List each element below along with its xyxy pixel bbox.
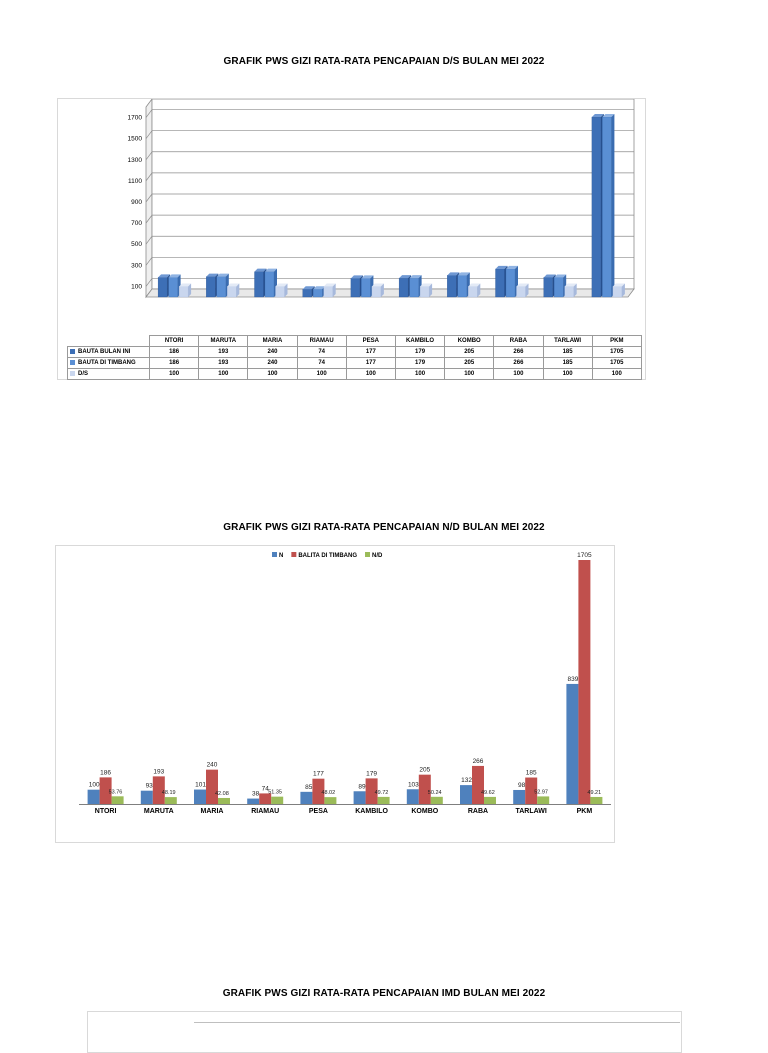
series-label <box>68 347 150 358</box>
bar-balita-di-timbang-raba <box>472 766 484 804</box>
table-cell: 179 <box>395 358 444 369</box>
table-cell: 100 <box>297 369 346 380</box>
bar-d-s-riamau <box>324 283 336 297</box>
category-label: KOMBO <box>445 336 494 347</box>
bar-n-d-maria <box>218 798 230 804</box>
bar-n-d-raba <box>484 797 496 804</box>
bar-bauta-di-timbang-ntori <box>169 274 181 297</box>
category-label: MARIA <box>200 808 224 815</box>
table-cell: 74 <box>297 347 346 358</box>
data-label: 85 <box>305 783 313 791</box>
table-cell: 100 <box>592 369 641 380</box>
table-cell: 205 <box>445 358 494 369</box>
chart1-data-table <box>67 335 642 380</box>
table-cell: 100 <box>248 369 297 380</box>
table-cell: 100 <box>150 369 199 380</box>
legend-label-n: N <box>279 553 284 559</box>
bar-bauta-bulan-ini-maria <box>255 269 267 297</box>
category-label: MARIA <box>248 336 297 347</box>
bar-bauta-di-timbang-kombo <box>458 272 470 297</box>
bar-d-s-ntori <box>179 283 191 297</box>
legend-key <box>70 360 75 365</box>
bar-n-maria <box>194 790 206 804</box>
table-cell: 240 <box>248 358 297 369</box>
bar-balita-di-timbang-pkm <box>578 560 590 804</box>
data-label: 839 <box>567 675 579 683</box>
table-cell: 193 <box>199 347 248 358</box>
table-cell: 266 <box>494 347 543 358</box>
data-label: 49.72 <box>374 789 389 796</box>
bar-d-s-maria <box>276 283 288 297</box>
table-header-row <box>68 336 642 347</box>
bar-bauta-di-timbang-raba <box>506 266 518 297</box>
bar-n-ntori <box>88 790 100 804</box>
data-label: 53.76 <box>108 789 123 796</box>
legend-label-balita-di-timbang: BALITA DI TIMBANG <box>298 553 358 559</box>
category-label: KAMBILO <box>395 336 444 347</box>
category-label: PKM <box>592 336 641 347</box>
chart2-frame <box>55 545 615 843</box>
legend-key-balita-di-timbang <box>291 552 296 557</box>
chart3-title: GRAFIK PWS GIZI RATA-RATA PENCAPAIAN IMD BULAN MEI 2022 <box>222 988 546 999</box>
bar-n-riamau <box>247 799 259 804</box>
chart2-title: GRAFIK PWS GIZI RATA-RATA PENCAPAIAN N/D BULAN MEI 2022 <box>223 522 545 533</box>
legend-key <box>70 371 75 376</box>
data-label: 103 <box>407 781 419 789</box>
table-cell: 74 <box>297 358 346 369</box>
legend-label: BAUTA BULAN INI <box>78 349 131 356</box>
data-label: 185 <box>525 769 537 777</box>
bar-n-d-kambilo <box>378 797 390 804</box>
category-label: PESA <box>308 808 328 815</box>
table-cell: 100 <box>199 369 248 380</box>
bar-d-s-kambilo <box>420 283 432 297</box>
y-tick-label: 300 <box>131 262 142 270</box>
chart1-plot <box>58 99 645 331</box>
data-label: 48.19 <box>161 790 176 797</box>
data-label: 132 <box>461 777 472 785</box>
legend-key-n-d <box>365 552 370 557</box>
category-label: PESA <box>346 336 395 347</box>
series-label <box>68 369 150 380</box>
legend-label-n-d: N/D <box>372 553 383 559</box>
bar-n-tarlawi <box>513 790 525 804</box>
legend-key-n <box>272 552 277 557</box>
table-cell: 100 <box>494 369 543 380</box>
bar-bauta-di-timbang-pesa <box>361 275 373 297</box>
y-tick-label: 1500 <box>127 135 142 143</box>
chart1-frame <box>57 98 646 380</box>
bar-bauta-di-timbang-kambilo <box>410 275 422 297</box>
bar-n-pesa <box>300 792 312 804</box>
data-label: 49.21 <box>587 789 602 796</box>
table-row <box>68 358 642 369</box>
table-cell: 1705 <box>592 358 641 369</box>
y-tick-label: 900 <box>131 199 142 206</box>
category-label: MARUTA <box>199 336 248 347</box>
category-label: PKM <box>576 808 593 815</box>
data-label: 89 <box>358 783 366 791</box>
bar-bauta-di-timbang-maria <box>265 269 277 297</box>
data-label: 51.35 <box>268 789 282 796</box>
chart1-title: GRAFIK PWS GIZI RATA-RATA PENCAPAIAN D/S BULAN MEI 2022 <box>223 56 545 67</box>
data-label: 240 <box>206 761 218 769</box>
table-cell: 240 <box>248 347 297 358</box>
bar-d-s-pkm <box>613 283 625 297</box>
bar-bauta-bulan-ini-tarlawi <box>544 274 556 297</box>
table-cell: 100 <box>395 369 444 380</box>
table-cell: 186 <box>150 358 199 369</box>
bar-n-d-riamau <box>271 797 283 804</box>
bar-n-kombo <box>407 789 419 804</box>
bar-bauta-di-timbang-tarlawi <box>554 274 566 297</box>
bar-n-d-tarlawi <box>537 796 549 804</box>
table-cell: 177 <box>346 347 395 358</box>
y-tick-label: 1100 <box>128 177 142 185</box>
table-row <box>68 347 642 358</box>
bar-d-s-maruta <box>227 283 239 297</box>
bar-bauta-bulan-ini-raba <box>496 266 508 297</box>
bar-bauta-bulan-ini-kombo <box>447 272 459 297</box>
table-cell: 186 <box>150 347 199 358</box>
data-label: 177 <box>312 770 324 778</box>
table-cell: 266 <box>494 358 543 369</box>
table-cell: 177 <box>346 358 395 369</box>
series-label <box>68 358 150 369</box>
bar-d-s-raba <box>517 283 529 297</box>
bar-n-d-pesa <box>324 797 336 804</box>
y-tick-label: 1700 <box>127 114 142 122</box>
y-tick-label: 1300 <box>127 156 142 164</box>
y-tick-label: 500 <box>131 241 142 249</box>
legend-label: BAUTA DI TIMBANG <box>78 360 136 367</box>
category-label: NTORI <box>150 336 199 347</box>
category-label: TARLAWI <box>543 336 592 347</box>
data-label: 186 <box>100 769 112 777</box>
data-label: 193 <box>153 768 165 776</box>
table-cell: 185 <box>543 358 592 369</box>
table-cell: 100 <box>346 369 395 380</box>
table-cell: 205 <box>445 347 494 358</box>
table-cell: 193 <box>199 358 248 369</box>
bar-n-maruta <box>141 791 153 804</box>
category-label: KAMBILO <box>355 808 388 815</box>
y-tick-label: 700 <box>131 220 142 228</box>
category-label: RABA <box>467 808 489 815</box>
bar-bauta-di-timbang-riamau <box>313 286 325 297</box>
category-label: RABA <box>494 336 543 347</box>
bar-n-raba <box>460 785 472 804</box>
category-label: RIAMAU <box>297 336 346 347</box>
legend-label: D/S <box>78 371 89 378</box>
table-row <box>68 369 642 380</box>
bar-n-kambilo <box>354 791 366 804</box>
table-cell: 179 <box>395 347 444 358</box>
bar-n-d-kombo <box>431 797 443 804</box>
table-cell: 100 <box>445 369 494 380</box>
data-label: 1705 <box>577 552 592 559</box>
bar-bauta-bulan-ini-maruta <box>206 274 218 297</box>
bar-d-s-tarlawi <box>565 283 577 297</box>
data-label: 98 <box>517 781 526 789</box>
bar-bauta-bulan-ini-pkm <box>592 114 604 297</box>
data-label: 42.08 <box>215 790 229 797</box>
data-label: 48.02 <box>321 790 336 797</box>
bar-bauta-bulan-ini-pesa <box>351 275 363 297</box>
data-label: 101 <box>195 781 206 789</box>
chart3-frame <box>87 1011 682 1053</box>
bar-d-s-pesa <box>372 283 384 297</box>
bar-bauta-bulan-ini-kambilo <box>399 275 411 297</box>
category-label: MARUTA <box>143 808 174 815</box>
data-label: 205 <box>419 766 431 774</box>
category-label: NTORI <box>94 808 117 815</box>
data-label: 74 <box>261 785 269 793</box>
table-cell: 1705 <box>592 347 641 358</box>
data-label: 49.62 <box>481 789 495 796</box>
legend-key <box>70 349 75 354</box>
data-label: 52.97 <box>534 789 548 796</box>
bar-n-pkm <box>566 684 578 804</box>
category-label: TARLAWI <box>515 808 547 815</box>
bar-n-d-ntori <box>112 796 124 804</box>
data-label: 179 <box>366 770 378 778</box>
chart2-plot <box>56 546 614 842</box>
bar-n-d-maruta <box>165 797 177 804</box>
bar-n-d-pkm <box>590 797 602 804</box>
bar-bauta-bulan-ini-riamau <box>303 286 315 297</box>
bar-bauta-bulan-ini-ntori <box>158 274 170 297</box>
data-label: 266 <box>472 757 484 765</box>
bar-d-s-kombo <box>468 283 480 297</box>
category-label: KOMBO <box>411 808 439 815</box>
bar-balita-di-timbang-maria <box>206 770 218 804</box>
category-label: RIAMAU <box>251 808 280 815</box>
data-label: 93 <box>145 782 153 790</box>
chart3-plot-edge <box>194 1022 680 1023</box>
y-tick-label: 100 <box>131 283 142 291</box>
data-label: 100 <box>88 781 100 789</box>
data-label: 50.24 <box>427 789 442 796</box>
table-cell: 100 <box>543 369 592 380</box>
table-corner <box>68 336 150 347</box>
bar-bauta-di-timbang-maruta <box>217 274 229 297</box>
table-cell: 185 <box>543 347 592 358</box>
data-label: 38 <box>251 790 260 798</box>
bar-bauta-di-timbang-pkm <box>602 114 614 297</box>
